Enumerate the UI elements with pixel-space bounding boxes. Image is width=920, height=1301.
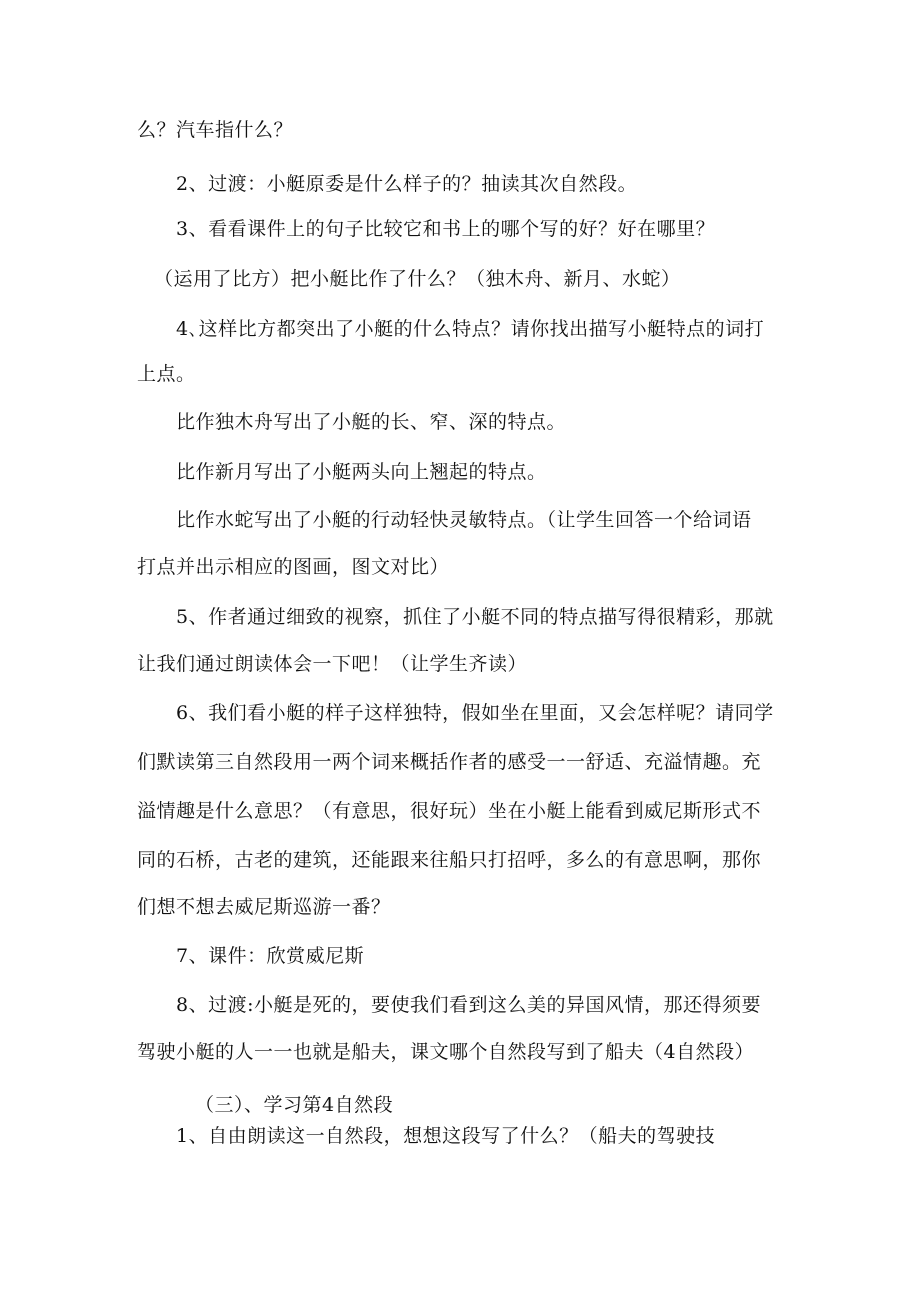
text-line-4: （运用了比方）把小艇比作了什么？（独木舟、新月、水蛇） xyxy=(154,268,681,290)
text-line-6: 上点。 xyxy=(137,363,196,385)
text-line-8: 比作新月写出了小艇两头向上翘起的特点。 xyxy=(176,461,547,483)
text-line-7: 比作独木舟写出了小艇的长、窄、深的特点。 xyxy=(176,411,567,433)
text-line-17: 们想不想去威尼斯巡游一番？ xyxy=(137,896,391,918)
text-line-5: 4､这样比方都突出了小艇的什么特点？请你找出描写小艇特点的词打 xyxy=(176,318,765,340)
text-line-12: 让我们通过朗读体会一下吧！（让学生齐读） xyxy=(137,653,528,675)
text-line-14: 们默读第三自然段用一两个词来概括作者的感受一一舒适、充溢情趣。充 xyxy=(137,751,762,773)
text-line-16: 同的石桥，古老的建筑，还能跟来往船只打招呼，多么的有意思啊，那你 xyxy=(137,849,762,871)
text-line-1: 么？汽车指什么？ xyxy=(137,119,294,141)
text-line-19: 8、过渡:小艇是死的，要使我们看到这么美的异国风情，那还得须要 xyxy=(176,994,761,1016)
text-line-15: 溢情趣是什么意思？（有意思，很好玩）坐在小艇上能看到威尼斯形式不 xyxy=(137,800,762,822)
text-line-11: 5、作者通过细致的视察，抓住了小艇不同的特点描写得很精彩，那就 xyxy=(176,606,774,628)
text-line-18: 7、课件：欣赏威尼斯 xyxy=(176,945,365,967)
text-line-2: 2、过渡：小艇原委是什么样子的？抽读其次自然段。 xyxy=(176,173,638,195)
text-line-10: 打点并出示相应的图画，图文对比） xyxy=(137,556,450,578)
text-line-22: 1、自由朗读这一自然段，想想这段写了什么？（船夫的驾驶技 xyxy=(176,1125,716,1147)
text-line-9: 比作水蛇写出了小艇的行动轻快灵敏特点。（让学生回答一个给词语 xyxy=(176,509,752,531)
text-line-3: 3、看看课件上的句子比较它和书上的哪个写的好？好在哪里？ xyxy=(176,218,716,240)
section-heading-3: （三）、学习第4自然段 xyxy=(195,1094,394,1116)
text-line-13: 6、我们看小艇的样子这样独特，假如坐在里面，又会怎样呢？请同学 xyxy=(176,702,774,724)
text-line-20: 驾驶小艇的人一一也就是船夫，课文哪个自然段写到了船夫（4自然段） xyxy=(137,1041,755,1063)
